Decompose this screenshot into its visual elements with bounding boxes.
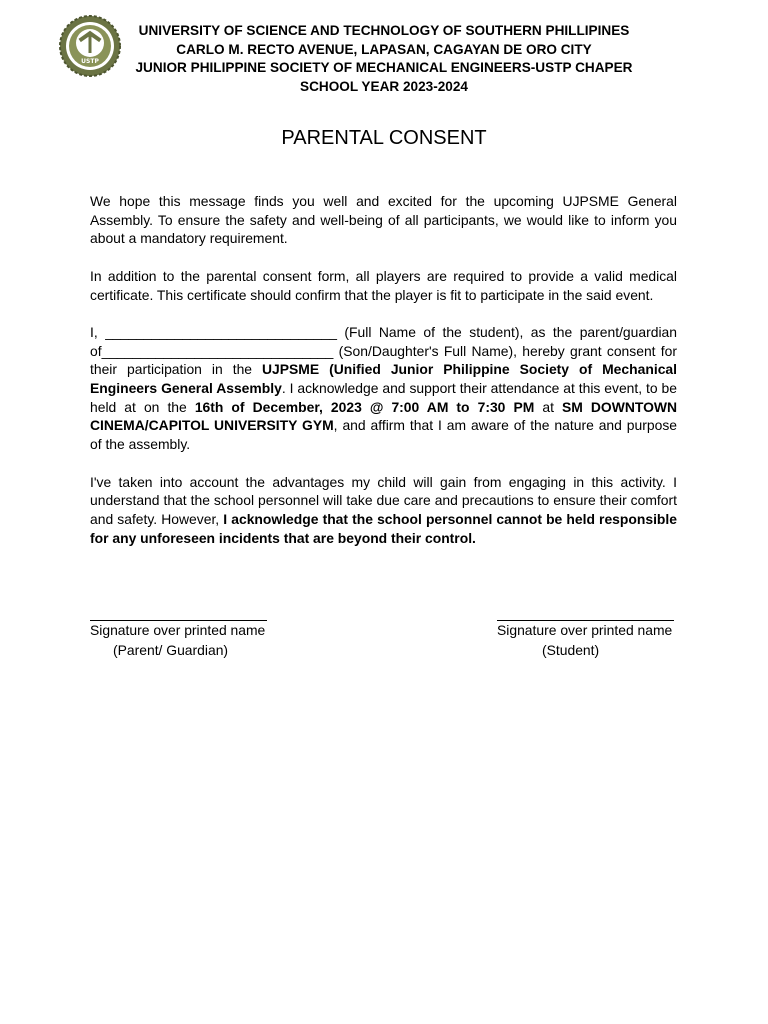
liability-paragraph: I've taken into account the advantages my child will gain from engaging in this activity. I understand that the school personnel will take due care and precautions to ensure their comfort and safety. However, I acknowledge that the school personnel cannot be held responsible for any unforeseen incidents that are beyond their control. <box>90 473 677 546</box>
intro-paragraph: We hope this message finds you well and excited for the upcoming UJPSME General Assembly. To ensure the safety and well-being of all participants, we would like to inform you about a mandatory requirement. <box>90 193 677 247</box>
letter-body <box>90 192 677 566</box>
consent-paragraph: I, ______________________________ (Full Name of the student), as the parent/guardian of______________________________ (Son/Daughter's Full Name), hereby grant consent for their participation in the UJPSME (Unified Junior Philippine Society of Mechanical Engineers General Assembly. I acknowledge and support their attendance at this event, to be held at on the 16th of December, 2023 @ 7:00 AM to 7:30 PM at SM DOWNTOWN CINEMA/CAPITOL UNIVERSITY GYM, and affirm that I am aware of the nature and purpose of the assembly. <box>90 323 678 453</box>
child-name-blank[interactable]: ______________________________ <box>101 342 334 359</box>
letterhead <box>120 22 648 96</box>
parent-signature-block <box>90 604 290 660</box>
university-name: UNIVERSITY OF SCIENCE AND TECHNOLOGY OF SOUTHERN PHILLIPINES <box>138 23 630 38</box>
university-seal-icon <box>59 15 121 77</box>
student-signature-line[interactable] <box>497 604 674 621</box>
student-name-blank[interactable]: ______________________________ <box>105 323 337 340</box>
event-date: 16th of December, 2023 @ 7:00 AM to 7:30 PM <box>194 398 535 415</box>
document-title: PARENTAL CONSENT <box>281 127 487 149</box>
requirement-paragraph: In addition to the parental consent form, all players are required to provide a valid medical certificate. This certificate should confirm that the player is fit to participate in the said event. <box>90 267 677 303</box>
event-name: UJPSME (Unified Junior Philippine Society of Mechanical Engineers General Assembly <box>90 361 677 396</box>
university-address: CARLO M. RECTO AVENUE, LAPASAN, CAGAYAN DE ORO CITY <box>176 41 592 57</box>
parent-signature-role: (Parent/ Guardian) <box>113 641 229 658</box>
seal-label: USTP <box>81 58 99 65</box>
parent-signature-caption: Signature over printed name <box>90 622 266 638</box>
chapter-name: JUNIOR PHILIPPINE SOCIETY OF MECHANICAL ENGINEERS-USTP CHAPER <box>135 60 633 76</box>
event-venue: SM DOWNTOWN CINEMA/CAPITOL UNIVERSITY GYM <box>90 398 678 434</box>
liability-statement: I acknowledge that the school personnel cannot be held responsible for any unforeseen incidents that are beyond their control. <box>90 510 677 546</box>
school-year: SCHOOL YEAR 2023-2024 <box>300 78 468 94</box>
parent-signature-line[interactable] <box>90 604 267 621</box>
student-signature-caption: Signature over printed name <box>497 622 673 638</box>
student-signature-block <box>497 604 697 660</box>
student-signature-role: (Student) <box>542 641 600 658</box>
